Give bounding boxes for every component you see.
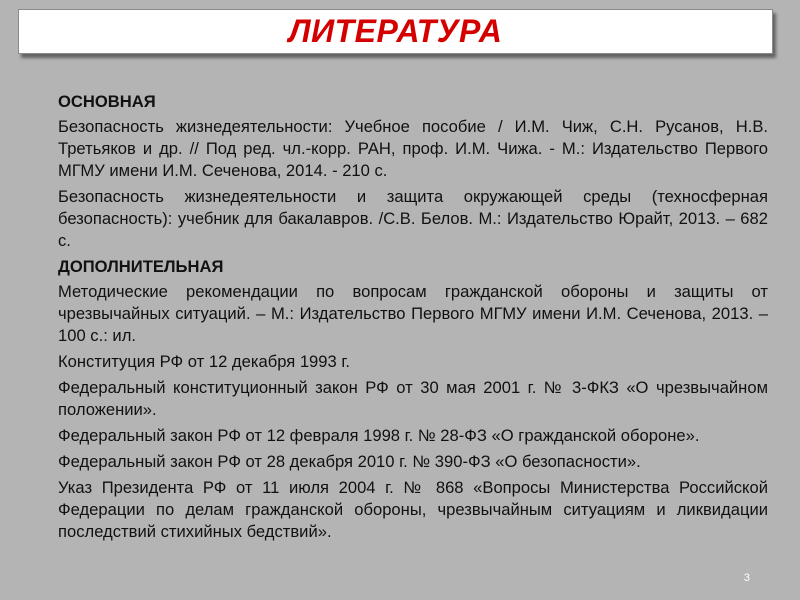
reference-item: Конституция РФ от 12 декабря 1993 г. (58, 352, 350, 371)
literature-list (58, 91, 768, 547)
slide-title: ЛИТЕРАТУРА (288, 13, 503, 49)
section-additional (58, 256, 768, 543)
section-main (58, 91, 768, 252)
section-heading-main: ОСНОВНАЯ (58, 92, 156, 111)
reference-item: Федеральный закон РФ от 12 февраля 1998 г. № 28-ФЗ «О гражданской обороне». (58, 426, 700, 445)
reference-item: Методические рекомендации по вопросам гражданской обороны и защиты от чрезвычайных ситуаций. – М.: Издательство Первого МГМУ имени И.М. Сеченова, 2013. – 100 с.: ил. (58, 282, 768, 345)
title-banner (18, 9, 773, 54)
reference-item: Безопасность жизнедеятельности: Учебное пособие / И.М. Чиж, С.Н. Русанов, Н.В. Третьяков и др. // Под ред. чл.-корр. РАН, проф. И.М. Чижа. - М.: Издательство Первого МГМУ имени И.М. Сеченова, 2014. - 210 с. (58, 117, 768, 180)
reference-item: Федеральный закон РФ от 28 декабря 2010 г. № 390-ФЗ «О безопасности». (58, 452, 641, 471)
reference-item: Безопасность жизнедеятельности и защита окружающей среды (техносферная безопасность): учебник для бакалавров. /С.В. Белов. М.: Издательство Юрайт, 2013. – 682 с. (58, 187, 768, 250)
page-number: 3 (743, 572, 750, 584)
reference-item: Указ Президента РФ от 11 июля 2004 г. № 868 «Вопросы Министерства Российской Федерации по делам гражданской обороны, чрезвычайным ситуациям и ликвидации последствий стихийных бедствий». (58, 478, 768, 541)
section-heading-additional: ДОПОЛНИТЕЛЬНАЯ (58, 257, 224, 276)
reference-item: Федеральный конституционный закон РФ от 30 мая 2001 г. № 3-ФКЗ «О чрезвычайном положении». (58, 378, 768, 419)
